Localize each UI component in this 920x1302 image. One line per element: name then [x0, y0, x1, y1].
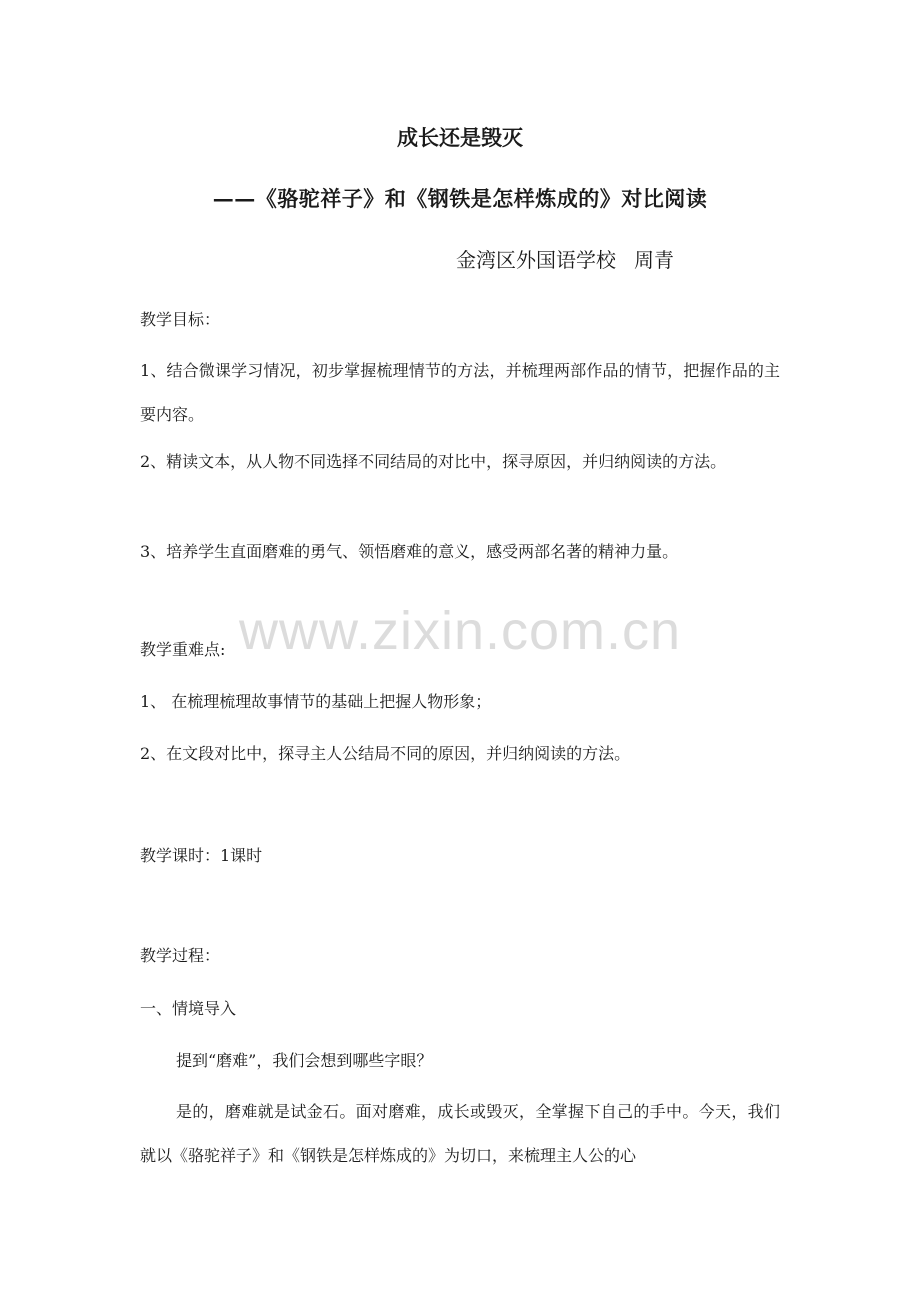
key-points-heading: 教学重难点: — [140, 640, 226, 659]
process-heading: 教学过程： — [140, 946, 221, 965]
key-point-item-1: 1、 在梳理梳理故事情节的基础上把握人物形象； — [140, 692, 492, 711]
class-hours: 教学课时：1课时 — [140, 846, 263, 865]
section-1-title: 一、情境导入 — [140, 999, 237, 1018]
objective-item-1: 1、结合微课学习情况，初步掌握梳理情节的方法，并梳理两部作品的情节，把握作品的主要内容。 — [140, 361, 780, 424]
key-point-item-2: 2、在文段对比中，探寻主人公结局不同的原因，并归纳阅读的方法。 — [140, 744, 631, 763]
author-school: 金湾区外国语学校 — [456, 248, 616, 272]
objectives-heading: 教学目标： — [140, 310, 221, 329]
watermark: www.zixin.com.cn — [238, 601, 682, 661]
process-paragraph-2: 是的，磨难就是试金石。面对磨难，成长或毁灭，全掌握下自己的手中。今天，我们就以《骆驼祥子》和《钢铁是怎样炼成的》为切口，来梳理主人公的心 — [140, 1102, 780, 1165]
objective-item-2: 2、精读文本，从人物不同选择不同结局的对比中，探寻原因，并归纳阅读的方法。 — [140, 452, 727, 471]
objective-item-3: 3、培养学生直面磨难的勇气、领悟磨难的意义，感受两部名著的精神力量。 — [140, 542, 679, 561]
document-subtitle: ——《骆驼祥子》和《钢铁是怎样炼成的》对比阅读 — [212, 186, 708, 211]
author-name: 周青 — [634, 248, 674, 272]
process-paragraph-1: 提到“磨难”，我们会想到哪些字眼？ — [176, 1051, 433, 1070]
author-line — [456, 244, 674, 273]
document-title: 成长还是毁灭 — [397, 125, 523, 150]
